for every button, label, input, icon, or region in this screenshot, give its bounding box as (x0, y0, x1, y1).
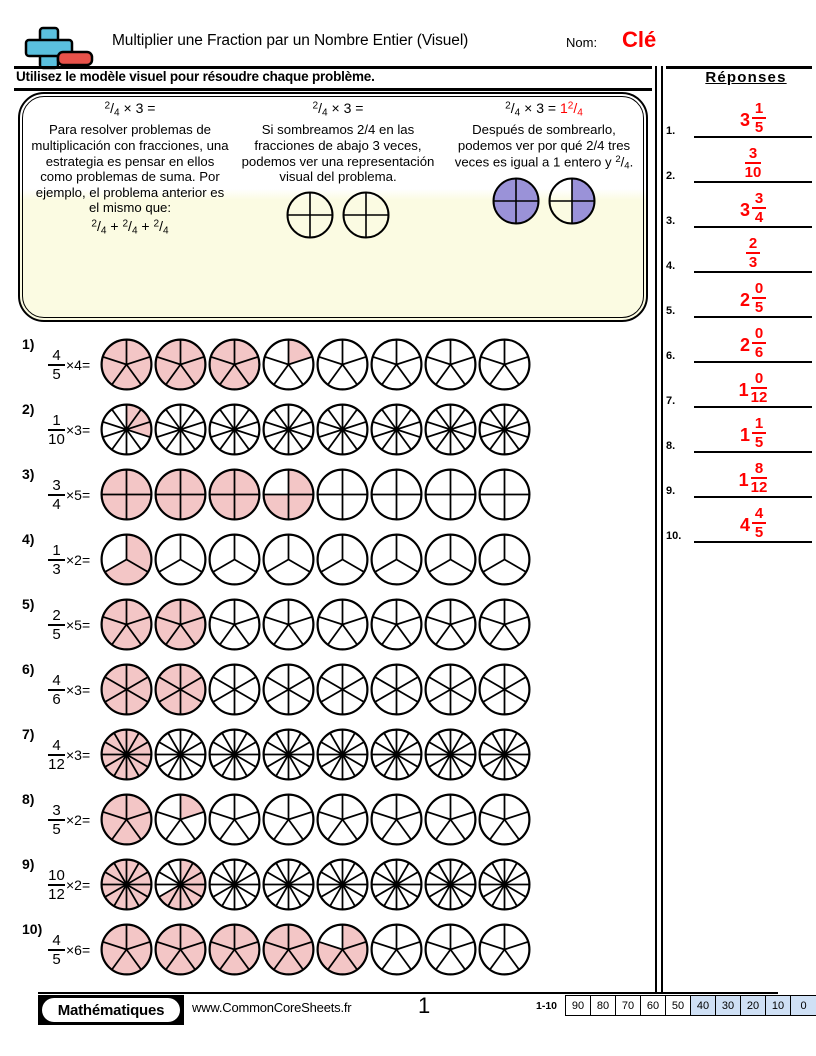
fraction-circle (208, 728, 261, 781)
fraction-denominator: 10 (744, 163, 762, 181)
name-value: Clé (622, 27, 657, 52)
fraction-denominator: 6 (754, 343, 764, 361)
explanation-column-2 (238, 100, 438, 239)
problem-circles (100, 923, 531, 976)
explanation-circles-unshaded (238, 191, 438, 239)
fraction-circle (478, 338, 531, 391)
answer-number: 2. (666, 170, 676, 182)
answer-row (666, 272, 812, 318)
problem-expression (48, 543, 90, 577)
fraction-numerator: 0 (754, 279, 764, 297)
fraction-numerator: 3 (52, 477, 61, 494)
fraction-circle (208, 923, 261, 976)
fraction-circle (154, 728, 207, 781)
fraction-circle (100, 468, 153, 521)
fraction-numerator: 2 (52, 607, 61, 624)
fraction-circle (478, 598, 531, 651)
fraction-denominator: 6 (52, 690, 61, 708)
answer-whole-part: 1 (738, 470, 749, 490)
problem-number: 3) (22, 466, 35, 482)
answer-row (666, 497, 812, 543)
score-scale (565, 995, 816, 1016)
answer-value (694, 146, 812, 180)
fraction-circle (316, 663, 369, 716)
fraction-circle (316, 923, 369, 976)
problem-row (0, 921, 660, 985)
fraction-circle (154, 468, 207, 521)
fraction-circle (370, 403, 423, 456)
fraction-circle (478, 923, 531, 976)
problem-fraction (48, 673, 65, 707)
fraction-circle (316, 793, 369, 846)
problem-number: 9) (22, 856, 35, 872)
fraction-circle (370, 598, 423, 651)
fraction-numerator: 0 (754, 369, 764, 387)
answer-whole-part: 2 (739, 290, 750, 310)
fraction-circle (424, 663, 477, 716)
answer-fraction (745, 146, 762, 180)
explanation-column-1 (30, 100, 230, 240)
fraction-denominator: 12 (48, 885, 65, 903)
problem-multiplier: ×3= (66, 682, 91, 699)
answer-row (666, 317, 812, 363)
problem-multiplier: ×3= (66, 422, 91, 439)
fraction-circle (262, 598, 315, 651)
problem-number: 5) (22, 596, 35, 612)
answer-number: 4. (666, 260, 676, 272)
fraction-circle (208, 338, 261, 391)
answer-fraction (752, 506, 766, 540)
fraction-circle (478, 403, 531, 456)
explanation-equation-2: $^2/_4 \times 3$ = (312, 100, 364, 119)
fraction-denominator: 12 (48, 755, 65, 773)
page-number: 1 (418, 993, 431, 1018)
fraction-circle (478, 533, 531, 586)
answer-number: 1. (666, 125, 676, 137)
answer-value (694, 101, 812, 135)
answers-heading: Réponses (705, 69, 787, 86)
problem-number: 6) (22, 661, 35, 677)
brand-badge-label: Mathématiques (42, 998, 180, 1022)
problem-multiplier: ×2= (66, 812, 91, 829)
site-url: www.CommonCoreSheets.fr (192, 1000, 352, 1015)
problem-circles (100, 663, 531, 716)
fraction-circle (424, 858, 477, 911)
fraction-circle (154, 663, 207, 716)
fraction-numerator: 2 (748, 234, 758, 252)
fraction-denominator: 3 (52, 560, 61, 578)
fraction-circle (316, 858, 369, 911)
answer-value (694, 236, 812, 270)
answer-value (694, 371, 812, 405)
problem-row (0, 401, 660, 465)
fraction-circle (100, 858, 153, 911)
fraction-circle (100, 923, 153, 976)
fraction-denominator: 5 (52, 950, 61, 968)
fraction-circle (548, 177, 596, 225)
answer-whole-part: 1 (738, 380, 749, 400)
problem-circles (100, 338, 531, 391)
problem-number: 7) (22, 726, 35, 742)
fraction-denominator: 4 (52, 495, 61, 513)
fraction-numerator: 1 (754, 99, 764, 117)
answer-fraction (752, 326, 766, 360)
answer-whole-part: 2 (739, 335, 750, 355)
problem-circles (100, 858, 531, 911)
answer-number: 8. (666, 440, 676, 452)
answer-fraction (751, 371, 768, 405)
score-cell: 30 (716, 996, 741, 1015)
fraction-circle (100, 663, 153, 716)
answer-number: 5. (666, 305, 676, 317)
score-cell: 10 (766, 996, 791, 1015)
score-cell: 90 (566, 996, 591, 1015)
fraction-denominator: 5 (754, 523, 764, 541)
fraction-numerator: 3 (754, 189, 764, 207)
problem-circles (100, 598, 531, 651)
brand-badge (38, 995, 184, 1025)
problem-multiplier: ×2= (66, 552, 91, 569)
fraction-circle (424, 403, 477, 456)
fraction-numerator: 4 (52, 932, 61, 949)
explanation-text-1: Para resolver problemas de multiplicación con fracciones, una estrategia es pensar en ellos como problemas de suma. Por ejemplo, el problema anterior es el mismo que: (31, 122, 229, 216)
fraction-numerator: 1 (754, 414, 764, 432)
problem-expression (48, 673, 90, 707)
fraction-circle (370, 468, 423, 521)
problem-row (0, 596, 660, 660)
explanation-text-3: Después de sombrearlo, podemos ver por qué 2/4 tres veces es igual a 1 entero y $^2/_4$. (454, 122, 634, 172)
problem-multiplier: ×3= (66, 747, 91, 764)
fraction-circle (262, 728, 315, 781)
fraction-circle (262, 338, 315, 391)
fraction-circle (478, 858, 531, 911)
score-cell: 70 (616, 996, 641, 1015)
score-range-label: 1-10 (536, 1000, 558, 1012)
fraction-denominator: 5 (754, 298, 764, 316)
score-cell: 0 (791, 996, 816, 1015)
problem-circles (100, 793, 531, 846)
fraction-circle (370, 533, 423, 586)
fraction-circle (100, 403, 153, 456)
fraction-circle (208, 468, 261, 521)
problem-circles (100, 728, 531, 781)
problem-fraction (48, 933, 65, 967)
answer-row (666, 452, 812, 498)
score-cell: 20 (741, 996, 766, 1015)
problem-circles (100, 533, 531, 586)
problem-multiplier: ×4= (66, 357, 91, 374)
fraction-circle (316, 728, 369, 781)
answer-row (666, 407, 812, 453)
explanation-sum-expression: $^2/_4 + ^2/_4 + ^2/_4$ (91, 217, 169, 237)
fraction-circle (262, 663, 315, 716)
answer-fraction (751, 461, 768, 495)
fraction-denominator: 3 (748, 253, 758, 271)
problem-multiplier: ×6= (66, 942, 91, 959)
fraction-circle (424, 923, 477, 976)
answer-column-divider-inner (661, 66, 663, 992)
fraction-denominator: 12 (750, 388, 768, 406)
answer-fraction (752, 416, 766, 450)
problem-number: 1) (22, 336, 35, 352)
fraction-circle (208, 858, 261, 911)
fraction-circle (424, 728, 477, 781)
fraction-numerator: 1 (52, 542, 61, 559)
problem-expression (48, 348, 90, 382)
answer-fraction (752, 101, 766, 135)
problem-expression (48, 608, 90, 642)
fraction-circle (208, 663, 261, 716)
explanation-column-3 (444, 100, 644, 225)
fraction-numerator: 1 (52, 412, 61, 429)
problem-fraction (48, 478, 65, 512)
problem-fraction (48, 413, 65, 447)
answer-fraction (752, 281, 766, 315)
fraction-numerator: 8 (754, 459, 764, 477)
fraction-denominator: 4 (754, 208, 764, 226)
fraction-circle (100, 533, 153, 586)
fraction-circle (424, 338, 477, 391)
problem-fraction (48, 738, 65, 772)
answer-value (694, 461, 812, 495)
problem-fraction (48, 348, 65, 382)
fraction-circle (208, 598, 261, 651)
score-cell: 50 (666, 996, 691, 1015)
answer-row (666, 92, 812, 138)
fraction-denominator: 5 (754, 433, 764, 451)
answer-value (694, 191, 812, 225)
answer-fraction (752, 191, 766, 225)
answer-number: 3. (666, 215, 676, 227)
fraction-circle (370, 663, 423, 716)
fraction-circle (478, 728, 531, 781)
fraction-circle (370, 728, 423, 781)
problem-expression (48, 868, 90, 902)
problem-fraction (48, 803, 65, 837)
fraction-circle (370, 858, 423, 911)
fraction-circle (316, 338, 369, 391)
fraction-circle (100, 598, 153, 651)
answer-row (666, 362, 812, 408)
answer-number: 7. (666, 395, 676, 407)
answer-row (666, 137, 812, 183)
page-title: Multiplier une Fraction par un Nombre Entier (Visuel) (112, 32, 469, 49)
answer-value (694, 416, 812, 450)
fraction-circle (478, 793, 531, 846)
fraction-circle (370, 923, 423, 976)
fraction-circle (100, 338, 153, 391)
problem-row (0, 726, 660, 790)
fraction-circle (100, 728, 153, 781)
answer-whole-part: 3 (739, 200, 750, 220)
problem-fraction (48, 543, 65, 577)
problem-multiplier: ×5= (66, 487, 91, 504)
answer-value (694, 281, 812, 315)
answer-row (666, 227, 812, 273)
score-cell: 40 (691, 996, 716, 1015)
explanation-text-2: Si sombreamos 2/4 en las fracciones de abajo 3 veces, podemos ver una representación visual del problema. (241, 122, 435, 185)
answer-fraction (746, 236, 760, 270)
fraction-circle (262, 403, 315, 456)
problem-number: 10) (22, 921, 43, 937)
explanation-equation-3: $^2/_4 \times 3 = 1^2/_4$ (505, 100, 583, 119)
fraction-circle (286, 191, 334, 239)
fraction-numerator: 4 (754, 504, 764, 522)
fraction-numerator: 10 (48, 867, 65, 884)
problem-row (0, 531, 660, 595)
fraction-denominator: 5 (52, 625, 61, 643)
fraction-circle (424, 533, 477, 586)
fraction-circle (262, 793, 315, 846)
fraction-numerator: 0 (754, 324, 764, 342)
fraction-numerator: 4 (52, 672, 61, 689)
fraction-circle (154, 923, 207, 976)
fraction-denominator: 5 (52, 365, 61, 383)
fraction-circle (154, 858, 207, 911)
problem-expression (48, 478, 90, 512)
answer-row (666, 182, 812, 228)
fraction-circle (492, 177, 540, 225)
fraction-numerator: 4 (52, 737, 61, 754)
problem-expression (48, 738, 90, 772)
problem-row (0, 466, 660, 530)
fraction-circle (154, 533, 207, 586)
fraction-circle (208, 533, 261, 586)
fraction-circle (154, 793, 207, 846)
fraction-circle (208, 403, 261, 456)
fraction-circle (478, 468, 531, 521)
answer-value (694, 326, 812, 360)
answer-number: 9. (666, 485, 676, 497)
instruction-text: Utilisez le modèle visuel pour résoudre chaque problème. (16, 69, 375, 84)
fraction-denominator: 5 (754, 118, 764, 136)
problem-row (0, 336, 660, 400)
footer-divider (38, 992, 778, 994)
fraction-circle (342, 191, 390, 239)
name-label: Nom: (566, 35, 598, 50)
fraction-circle (100, 793, 153, 846)
fraction-circle (208, 793, 261, 846)
fraction-circle (154, 338, 207, 391)
fraction-circle (316, 533, 369, 586)
fraction-numerator: 3 (748, 144, 758, 162)
score-cell: 80 (591, 996, 616, 1015)
instruction-divider (14, 88, 652, 91)
problem-number: 8) (22, 791, 35, 807)
fraction-circle (262, 468, 315, 521)
explanation-circles-shaded (444, 177, 644, 225)
fraction-circle (154, 598, 207, 651)
problem-row (0, 856, 660, 920)
answer-line (694, 541, 812, 543)
problem-circles (100, 403, 531, 456)
fraction-circle (316, 468, 369, 521)
problem-expression (48, 413, 90, 447)
fraction-circle (370, 793, 423, 846)
fraction-circle (424, 468, 477, 521)
answer-number: 6. (666, 350, 676, 362)
fraction-denominator: 10 (48, 430, 65, 448)
problem-circles (100, 468, 531, 521)
problem-number: 2) (22, 401, 35, 417)
problem-multiplier: ×5= (66, 617, 91, 634)
problem-fraction (48, 868, 65, 902)
answer-whole-part: 3 (739, 110, 750, 130)
fraction-circle (424, 598, 477, 651)
answer-whole-part: 1 (739, 425, 750, 445)
fraction-circle (424, 793, 477, 846)
fraction-circle (262, 858, 315, 911)
problem-expression (48, 933, 90, 967)
fraction-circle (316, 403, 369, 456)
fraction-denominator: 5 (52, 820, 61, 838)
problem-expression (48, 803, 90, 837)
problem-row (0, 791, 660, 855)
fraction-circle (316, 598, 369, 651)
problem-row (0, 661, 660, 725)
fraction-circle (478, 663, 531, 716)
plus-minus-logo-icon (22, 26, 100, 70)
page-header (0, 22, 816, 66)
fraction-circle (262, 533, 315, 586)
answer-whole-part: 4 (739, 515, 750, 535)
score-cell: 60 (641, 996, 666, 1015)
explanation-equation-1: $^2/_4 \times 3$ = (104, 100, 156, 119)
fraction-circle (154, 403, 207, 456)
fraction-numerator: 4 (52, 347, 61, 364)
fraction-numerator: 3 (52, 802, 61, 819)
answer-number: 10. (666, 530, 682, 542)
fraction-circle (262, 923, 315, 976)
problem-multiplier: ×2= (66, 877, 91, 894)
problem-number: 4) (22, 531, 35, 547)
problem-fraction (48, 608, 65, 642)
fraction-denominator: 12 (750, 478, 768, 496)
fraction-circle (370, 338, 423, 391)
answer-value (694, 506, 812, 540)
